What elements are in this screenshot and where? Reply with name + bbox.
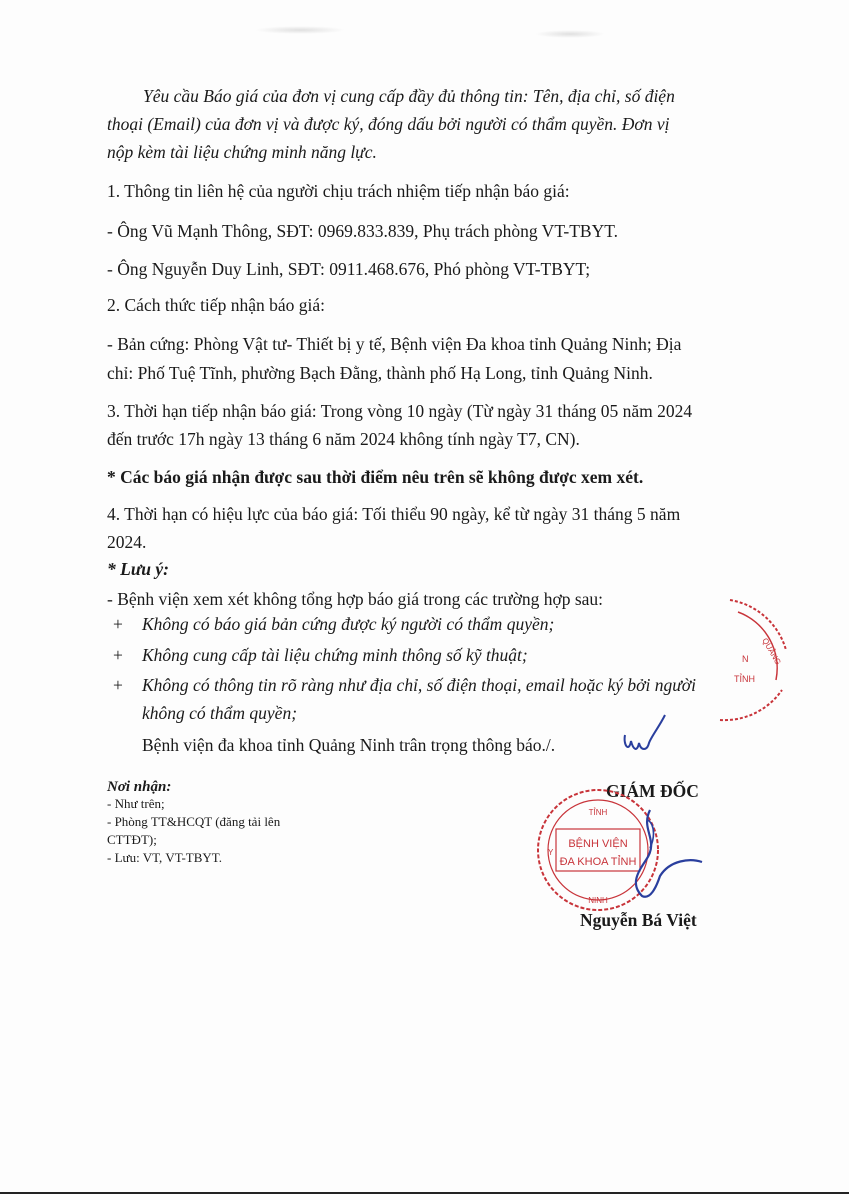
- section-2-line-2: chỉ: Phố Tuệ Tĩnh, phường Bạch Đằng, thành phố Hạ Long, tỉnh Quảng Ninh.: [107, 363, 653, 383]
- page-bottom-edge: [0, 1192, 849, 1194]
- note-item-3: Không có thông tin rõ ràng như địa chỉ, số điện thoại, email hoặc ký bởi người: [142, 675, 696, 695]
- svg-text:N: N: [742, 654, 749, 664]
- intro-line-1: Yêu cầu Báo giá của đơn vị cung cấp đầy đủ thông tin: Tên, địa chỉ, số điện: [143, 86, 675, 106]
- svg-text:TỈNH: TỈNH: [734, 674, 755, 684]
- bullet-plus: +: [113, 645, 123, 665]
- intro-line-2: thoại (Email) của đơn vị và được ký, đóng dấu bởi người có thẩm quyền. Đơn vị: [107, 114, 670, 134]
- section-2-heading: 2. Cách thức tiếp nhận báo giá:: [107, 295, 325, 315]
- seal-line-1: BỆNH VIỆN: [568, 838, 628, 850]
- note-intro: - Bệnh viện xem xét không tổng hợp báo giá trong các trường hợp sau:: [107, 589, 604, 609]
- section-1-heading: 1. Thông tin liên hệ của người chịu trách nhiệm tiếp nhận báo giá:: [107, 181, 570, 201]
- bullet-plus: +: [113, 614, 123, 634]
- note-item-2: Không cung cấp tài liệu chứng minh thông số kỹ thuật;: [142, 645, 528, 665]
- deadline-notice: * Các báo giá nhận được sau thời điểm nêu trên sẽ không được xem xét.: [107, 467, 644, 487]
- handwritten-signature-icon: [590, 800, 710, 910]
- svg-text:NINH: NINH: [588, 896, 608, 905]
- section-2-line-1: - Bản cứng: Phòng Vật tư- Thiết bị y tế, Bệnh viện Đa khoa tỉnh Quảng Ninh; Địa: [107, 334, 682, 354]
- scan-mark: [535, 30, 605, 38]
- scan-mark: [255, 26, 345, 34]
- note-heading: * Lưu ý:: [107, 559, 170, 579]
- signatory-name: Nguyễn Bá Việt: [580, 910, 697, 930]
- note-item-3-cont: không có thẩm quyền;: [142, 703, 298, 723]
- svg-text:Y: Y: [548, 848, 554, 857]
- recipient-line: - Phòng TT&HCQT (đăng tải lên: [107, 814, 281, 829]
- recipient-line: CTTĐT);: [107, 832, 157, 847]
- initial-signature-icon: [615, 705, 675, 765]
- svg-text:QUẢNG: QUẢNG: [760, 636, 783, 667]
- partial-stamp-icon: [690, 590, 790, 740]
- closing-line: Bệnh viện đa khoa tỉnh Quảng Ninh trân trọng thông báo./.: [142, 735, 556, 755]
- recipients-heading: Nơi nhận:: [107, 779, 172, 795]
- section-4-line-1: 4. Thời hạn có hiệu lực của báo giá: Tối thiểu 90 ngày, kể từ ngày 31 tháng 5 năm: [107, 504, 681, 524]
- section-4-line-2: 2024.: [107, 532, 147, 552]
- recipient-line: - Như trên;: [107, 796, 165, 811]
- section-3-line-2: đến trước 17h ngày 13 tháng 6 năm 2024 không tính ngày T7, CN).: [107, 429, 580, 449]
- contact-2: - Ông Nguyễn Duy Linh, SĐT: 0911.468.676, Phó phòng VT-TBYT;: [107, 259, 591, 279]
- svg-text:TỈNH: TỈNH: [588, 808, 608, 817]
- contact-1: - Ông Vũ Mạnh Thông, SĐT: 0969.833.839, Phụ trách phòng VT-TBYT.: [107, 221, 618, 241]
- seal-line-2: ĐA KHOA TỈNH: [559, 856, 637, 868]
- section-3-line-1: 3. Thời hạn tiếp nhận báo giá: Trong vòng 10 ngày (Từ ngày 31 tháng 05 năm 2024: [107, 401, 693, 421]
- intro-line-3: nộp kèm tài liệu chứng minh năng lực.: [107, 142, 377, 162]
- recipient-line: - Lưu: VT, VT-TBYT.: [107, 850, 223, 865]
- note-item-1: Không có báo giá bản cứng được ký người có thẩm quyền;: [142, 614, 555, 634]
- bullet-plus: +: [113, 675, 123, 695]
- signatory-title: GIÁM ĐỐC: [606, 781, 699, 801]
